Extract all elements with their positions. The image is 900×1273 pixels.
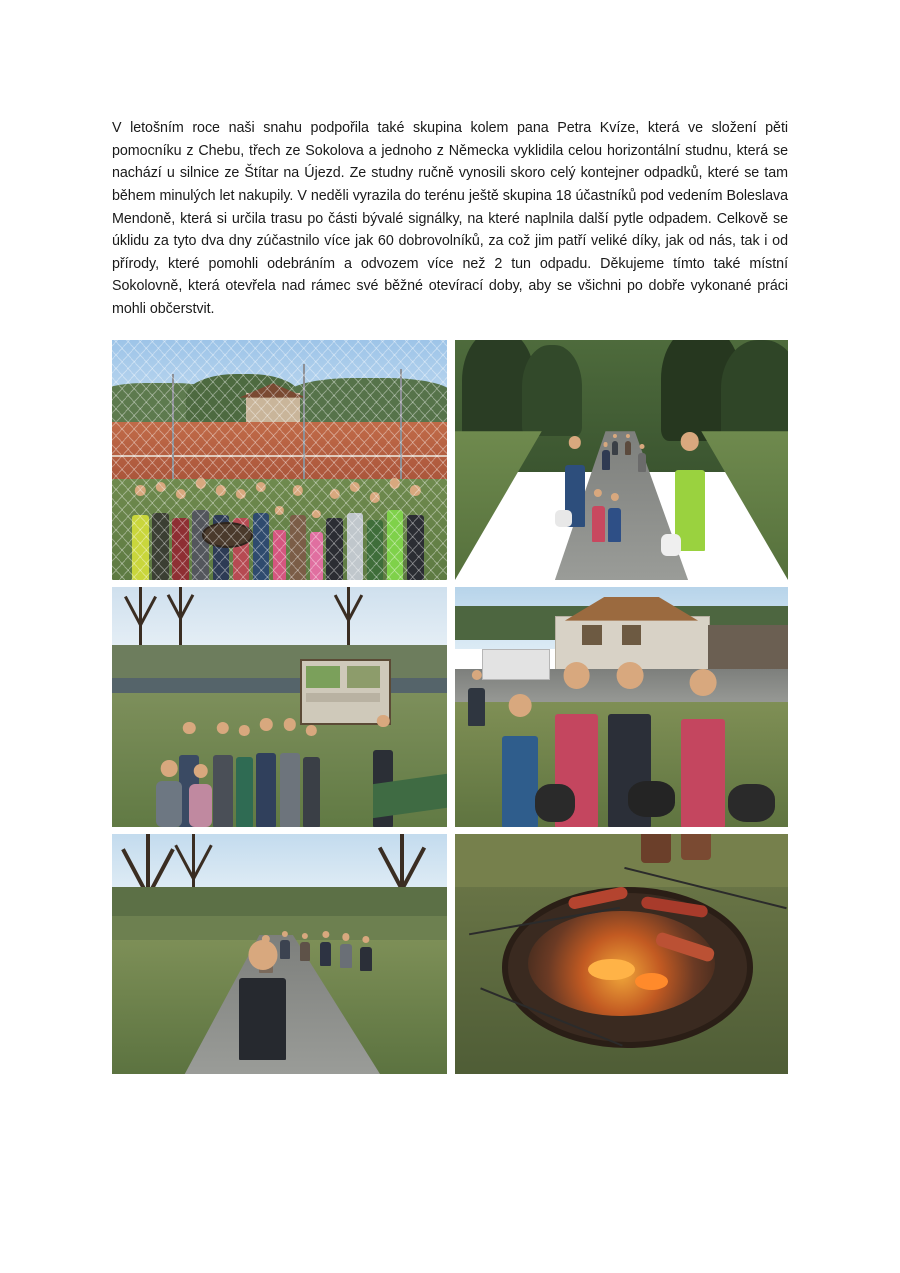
photo-walkers-on-forest-road: [455, 340, 788, 580]
article-paragraph: V letošním roce naši snahu podpořila také skupina kolem pana Petra Kvíze, která ve složení pěti pomocníku z Chebu, třech ze Sokolova a jednoho z Německa vyklidila celou horizontální studnu, která se nachází u silnice ze Štítar na Újezd. Ze studny ručně vynosili skoro celý kontejner odpadků, které se tam během minulých let nakupily. V neděli vyrazila do terénu ještě skupina 18 účastníků pod vedením Boleslava Mendoně, která si určila trasu po části bývalé signálky, na které naplnila další pytle odpadem. Celkově se úklidu za tyto dva dny zúčastnilo více jak 60 dobrovolníků, za což jim patří veliké díky, jak od nás, tak i od přírody, které pomohli odebráním a odvozem více než 2 tun odpadu. Děkujeme tímto také místní Sokolovně, která otevřela nad rámec své běžné otevírací doby, aby se všichni po dobře vykonané práci mohli občerstvit.: [112, 120, 788, 317]
photo-row: [112, 587, 788, 827]
photo-people-walking-path: [112, 834, 447, 1074]
photo-gallery: [112, 340, 788, 1081]
photo-group-at-info-board: [112, 587, 447, 827]
photo-volunteers-with-bags-by-house: [455, 587, 788, 827]
photo-campfire-grilling: [455, 834, 788, 1074]
photo-row: [112, 340, 788, 580]
photo-row: [112, 834, 788, 1074]
photo-group-on-sports-field: [112, 340, 447, 580]
